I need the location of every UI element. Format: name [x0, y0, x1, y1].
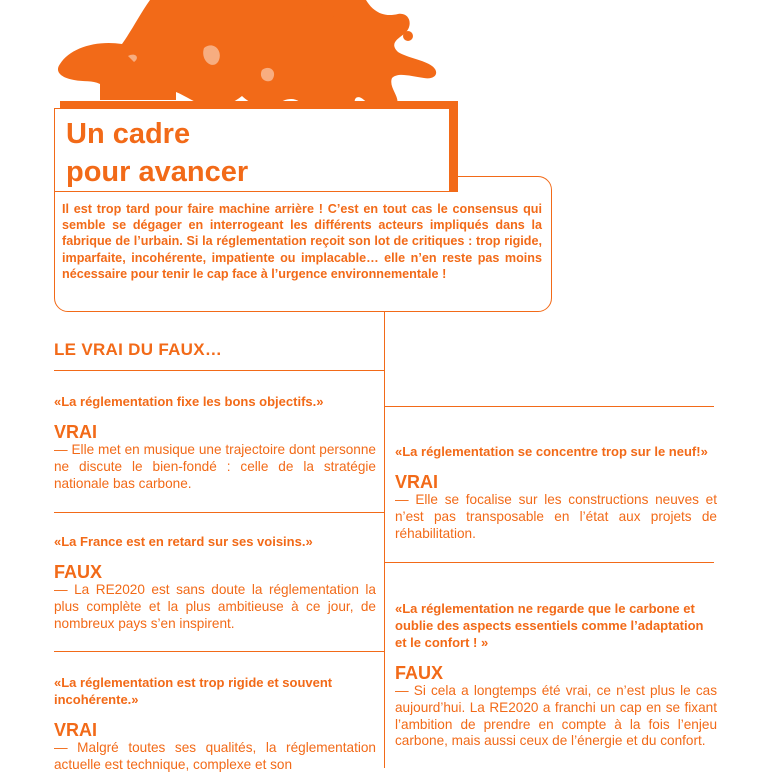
statement-explanation: — Si cela a longtemps été vrai, ce n’est plus le cas aujourd’hui. La RE2020 a franchi un cap en se fixant l’ambition de prendre en compte à la fois l’enjeu carbone, mais aussi ceux de l’énergie et du confort. [395, 683, 717, 749]
heading-divider [54, 370, 384, 371]
statement-quote: «La réglementation est trop rigide et souvent incohérente.» [54, 675, 333, 707]
section-heading: LE VRAI DU FAUX… [54, 340, 223, 359]
statement-item [54, 393, 376, 492]
verdict-label: FAUX [54, 562, 103, 582]
statement-item [395, 600, 717, 750]
statement-item [395, 443, 717, 542]
page-title-line2: pour avancer [66, 156, 249, 188]
statement-item [54, 533, 376, 632]
left-divider-2 [54, 651, 384, 652]
verdict-label: VRAI [54, 720, 98, 740]
statement-quote: «La réglementation se concentre trop sur le neuf!» [395, 444, 708, 459]
statement-explanation: — Elle se focalise sur les constructions neuves et n’est pas transposable en l’état aux projets de réhabilitation. [395, 492, 717, 541]
page-title [66, 115, 248, 191]
statement-item [54, 674, 376, 774]
column-divider [384, 312, 385, 768]
verdict-label: VRAI [54, 422, 98, 442]
intro-paragraph: Il est trop tard pour faire machine arrière ! C’est en tout cas le consensus qui semble se dégager en interrogeant les différents acteurs impliqués dans la fabrique de l’urbain. Si la réglementation reçoit son lot de critiques : trop rigide, imparfaite, incohérente, impatiente ou implacable… elle n’en reste pas moins nécessaire pour tenir le cap face à l’urgence environnementale ! [62, 202, 542, 281]
title-box [54, 108, 450, 192]
right-top-divider [384, 406, 714, 407]
statement-explanation: — La RE2020 est sans doute la réglementation la plus complète et la plus ambitieuse à ce jour, de nombreux pays s’en inspirent. [54, 582, 376, 631]
verdict-label: VRAI [395, 472, 439, 492]
statement-explanation: — Malgré toutes ses qualités, la réglementation actuelle est technique, complexe et son [54, 740, 376, 772]
right-divider-1 [384, 562, 714, 563]
page-title-line1: Un cadre [66, 118, 191, 150]
statement-quote: «La réglementation ne regarde que le carbone et oublie des aspects essentiels comme l’adaptation et le confort ! » [395, 601, 704, 650]
left-divider-1 [54, 512, 384, 513]
statement-explanation: — Elle met en musique une trajectoire dont personne ne discute le bien-fondé : celle de la stratégie nationale bas carbone. [54, 442, 376, 491]
statement-quote: «La réglementation fixe les bons objectifs.» [54, 394, 324, 409]
statement-quote: «La France est en retard sur ses voisins.» [54, 534, 313, 549]
verdict-label: FAUX [395, 663, 444, 683]
